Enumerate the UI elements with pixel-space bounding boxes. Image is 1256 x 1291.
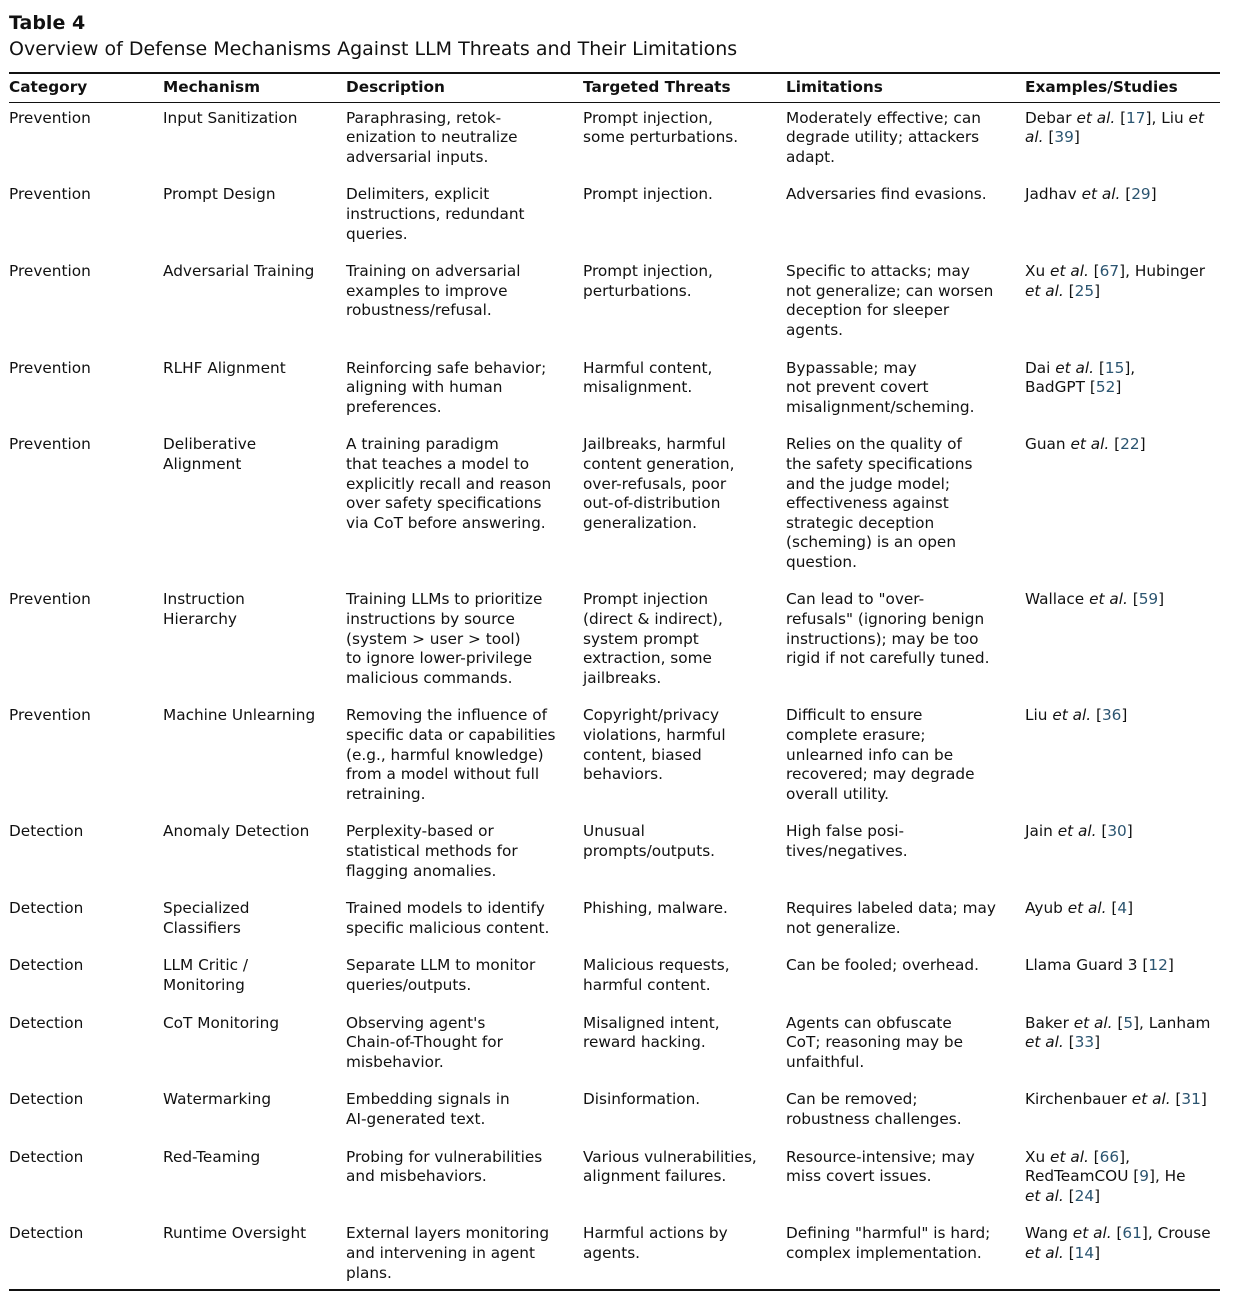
cell-targeted-threats: Malicious requests, harmful content.: [583, 956, 730, 994]
citation-link[interactable]: 4: [1117, 899, 1128, 918]
table-header-row: [9, 73, 1220, 102]
cell-examples-studies: [1025, 700, 1220, 816]
citation-link[interactable]: 25: [1074, 281, 1095, 300]
reference-text: [: [1170, 1090, 1182, 1109]
cell-examples-studies: [1025, 179, 1220, 256]
table-body: [9, 102, 1220, 1290]
reference-text: ], Liu: [1145, 108, 1189, 127]
citation-link[interactable]: 22: [1120, 435, 1140, 454]
cell-limitations: Defining "harmful" is hard; complex implementation.: [786, 1218, 1025, 1290]
cell-targeted-threats: Prompt injection, perturbations.: [583, 262, 713, 300]
reference-text: [: [1063, 281, 1075, 300]
citation-link[interactable]: 15: [1104, 358, 1125, 377]
cell-limitations: Resource-intensive; may miss covert issues.: [786, 1147, 975, 1186]
et-al-text: et al.: [1073, 1013, 1113, 1032]
table-row: [9, 816, 1220, 893]
et-al-text: et al.: [1025, 281, 1064, 300]
reference-text: Dai: [1025, 358, 1056, 377]
cell-targeted-threats: Prompt injection, some perturbations.: [583, 108, 739, 147]
cell-targeted-threats: Unusual prompts/outputs.: [583, 822, 716, 860]
reference-text: [: [1111, 1224, 1123, 1243]
cell-description: External layers monitoring and intervening in agent plans.: [346, 1218, 583, 1290]
cell-limitations: Adversaries find evasions.: [786, 185, 987, 204]
cell-limitations: Moderately effective; can degrade utility; attackers adapt.: [786, 108, 981, 166]
reference-text: Ayub: [1025, 899, 1068, 918]
cell-examples-studies: [1025, 893, 1220, 950]
reference-text: [: [1120, 185, 1132, 204]
cell-examples-studies: [1025, 353, 1220, 430]
cell-limitations: Bypassable; may not prevent covert misalignment/scheming.: [786, 358, 975, 416]
cell-limitations: Requires labeled data; may not generalize.: [786, 899, 996, 937]
reference-text: [: [1115, 108, 1127, 127]
cell-description: Paraphrasing, retok- enization to neutralize adversarial inputs.: [346, 108, 518, 166]
cell-mechanism: Adversarial Training: [163, 262, 315, 281]
table-row: [9, 429, 1220, 584]
reference-text: Llama Guard 3 [: [1025, 956, 1149, 975]
reference-text: ]: [1094, 281, 1101, 300]
cell-category: Prevention: [9, 185, 91, 204]
header-examples-studies: Examples/Studies: [1025, 73, 1220, 102]
reference-text: Xu: [1025, 262, 1051, 281]
citation-link[interactable]: 66: [1099, 1147, 1120, 1166]
cell-examples-studies: [1025, 429, 1220, 584]
cell-mechanism: Red-Teaming: [163, 1147, 261, 1166]
table-row: [9, 1008, 1220, 1085]
cell-category: Detection: [9, 1013, 84, 1032]
cell-category: Detection: [9, 1090, 84, 1109]
table-label: Table 4: [9, 12, 86, 34]
cell-category: Detection: [9, 822, 84, 841]
table-row: [9, 950, 1220, 1007]
reference-text: ]: [1094, 1186, 1101, 1205]
cell-mechanism: LLM Critic / Monitoring: [163, 956, 248, 994]
reference-text: [: [1088, 1147, 1100, 1166]
reference-text: Guan: [1025, 435, 1071, 454]
reference-text: ], Crouse: [1141, 1224, 1211, 1243]
cell-targeted-threats: Jailbreaks, harmful content generation, over-refusals, poor out-of-distribution generalization.: [583, 435, 735, 532]
cell-limitations: Can lead to "over- refusals" (ignoring benign instructions); may be too rigid if not carefully tuned.: [786, 590, 990, 668]
reference-text: ], He: [1148, 1167, 1186, 1186]
cell-category: Prevention: [9, 358, 91, 377]
reference-text: ]: [1167, 956, 1174, 975]
cell-description: Perplexity-based or statistical methods for flagging anomalies.: [346, 822, 518, 880]
cell-category: Prevention: [9, 435, 91, 454]
cell-description: Reinforcing safe behavior; aligning with human preferences.: [346, 358, 547, 416]
cell-category: Detection: [9, 1147, 84, 1166]
reference-text: [: [1063, 1243, 1075, 1262]
et-al-text: et al.: [1057, 822, 1097, 841]
et-al-text: et al.: [1055, 358, 1095, 377]
et-al-text: et al.: [1067, 899, 1107, 918]
reference-text: [: [1109, 435, 1121, 454]
cell-mechanism: CoT Monitoring: [163, 1013, 280, 1032]
cell-targeted-threats: Copyright/privacy violations, harmful content, biased behaviors.: [583, 706, 726, 784]
cell-limitations: Relies on the quality of the safety specifications and the judge model; effectiveness against strategic deception (scheming) is an open question.: [786, 435, 973, 571]
cell-targeted-threats: Prompt injection (direct & indirect), system prompt extraction, some jailbreaks.: [583, 590, 723, 687]
et-al-text: et al.: [1089, 590, 1128, 609]
cell-examples-studies: [1025, 816, 1220, 893]
citation-link[interactable]: 9: [1139, 1167, 1149, 1186]
table-row: [9, 584, 1220, 700]
cell-targeted-threats: Disinformation.: [583, 1090, 701, 1109]
cell-targeted-threats: Misaligned intent, reward hacking.: [583, 1013, 720, 1052]
reference-text: ]: [1150, 185, 1157, 204]
reference-text: [: [1112, 1013, 1124, 1032]
reference-text: [: [1063, 1033, 1075, 1052]
reference-text: ], BadGPT [: [1025, 358, 1136, 397]
citation-link[interactable]: 5: [1123, 1013, 1134, 1032]
reference-text: Debar: [1025, 108, 1077, 127]
cell-description: Training LLMs to prioritize instructions by source (system > user > tool) to ignore lower-privilege malicious commands.: [346, 590, 543, 687]
cell-description: Separate LLM to monitor queries/outputs.: [346, 956, 536, 994]
reference-text: Baker: [1025, 1013, 1074, 1032]
reference-text: [: [1043, 128, 1055, 147]
citation-link[interactable]: 17: [1126, 108, 1146, 127]
reference-text: [: [1096, 822, 1108, 841]
reference-text: Wallace: [1025, 590, 1090, 609]
reference-text: ], Hubinger: [1119, 262, 1206, 281]
cell-category: Detection: [9, 956, 84, 975]
reference-text: ]: [1121, 706, 1128, 725]
cell-description: Removing the influence of specific data or capabilities (e.g., harmful knowledge) from a model without full retraining.: [346, 706, 556, 803]
table-row: [9, 256, 1220, 352]
cell-description: Observing agent's Chain-of-Thought for misbehavior.: [346, 1013, 503, 1071]
cell-targeted-threats: Harmful actions by agents.: [583, 1218, 786, 1290]
cell-mechanism: Watermarking: [163, 1090, 272, 1109]
citation-link[interactable]: 36: [1101, 706, 1122, 725]
cell-category: Prevention: [9, 262, 91, 281]
cell-description: Probing for vulnerabilities and misbehaviors.: [346, 1147, 543, 1186]
table-row: [9, 700, 1220, 816]
cell-mechanism: Deliberative Alignment: [163, 435, 257, 473]
citation-link[interactable]: 12: [1148, 956, 1168, 975]
citation-link[interactable]: 61: [1122, 1224, 1142, 1243]
header-description: Description: [346, 73, 583, 102]
et-al-text: et al.: [1081, 185, 1121, 204]
table-row: [9, 102, 1220, 179]
cell-category: Detection: [9, 1218, 163, 1290]
reference-text: Liu: [1025, 706, 1053, 725]
cell-targeted-threats: Various vulnerabilities, alignment failures.: [583, 1147, 757, 1186]
et-al-text: et al.: [1076, 108, 1116, 127]
reference-text: Jain: [1025, 822, 1058, 841]
cell-category: Prevention: [9, 108, 91, 127]
cell-description: A training paradigm that teaches a model to explicitly recall and reason over safety specifications via CoT before answering.: [346, 435, 552, 532]
reference-text: ], RedTeamCOU [: [1025, 1147, 1140, 1186]
cell-description: Training on adversarial examples to improve robustness/refusal.: [346, 262, 521, 320]
cell-limitations: High false posi- tives/negatives.: [786, 822, 908, 860]
reference-text: ]: [1139, 435, 1146, 454]
reference-text: Wang: [1025, 1224, 1073, 1243]
cell-description: Trained models to identify specific malicious content.: [346, 899, 550, 937]
et-al-text: et al.: [1052, 706, 1092, 725]
reference-text: [: [1127, 590, 1139, 609]
table-caption: Overview of Defense Mechanisms Against LLM Threats and Their Limitations: [9, 38, 738, 60]
cell-examples-studies: [1025, 950, 1220, 1007]
header-category: Category: [9, 73, 163, 102]
table-row: [9, 893, 1220, 950]
cell-limitations: Difficult to ensure complete erasure; unlearned info can be recovered; may degrade overall utility.: [786, 706, 975, 803]
citation-link[interactable]: 24: [1074, 1186, 1095, 1205]
reference-text: [: [1088, 262, 1100, 281]
reference-text: [: [1091, 706, 1102, 725]
cell-description: Delimiters, explicit instructions, redundant queries.: [346, 185, 525, 243]
cell-examples-studies: [1025, 1008, 1220, 1085]
citation-link[interactable]: 30: [1107, 822, 1127, 841]
cell-limitations: Can be fooled; overhead.: [786, 956, 979, 975]
citation-link[interactable]: 29: [1131, 185, 1151, 204]
cell-limitations: Specific to attacks; may not generalize; can worsen deception for sleeper agents.: [786, 262, 994, 339]
header-targeted-threats: Targeted Threats: [583, 73, 786, 102]
et-al-text: et al.: [1025, 108, 1204, 147]
cell-examples-studies: [1025, 1218, 1220, 1290]
cell-mechanism: RLHF Alignment: [163, 358, 286, 377]
citation-link[interactable]: 33: [1074, 1033, 1095, 1052]
cell-mechanism: Anomaly Detection: [163, 822, 310, 841]
et-al-text: et al.: [1072, 1224, 1112, 1243]
table-row: [9, 179, 1220, 256]
cell-examples-studies: [1025, 584, 1220, 700]
header-mechanism: Mechanism: [163, 73, 346, 102]
cell-examples-studies: [1025, 102, 1220, 179]
cell-examples-studies: [1025, 256, 1220, 352]
et-al-text: et al.: [1025, 1033, 1064, 1052]
cell-category: Prevention: [9, 706, 91, 725]
et-al-text: et al.: [1025, 1186, 1064, 1205]
table-row: [9, 1142, 1220, 1219]
cell-description: Embedding signals in AI-generated text.: [346, 1090, 510, 1128]
table-row: [9, 1084, 1220, 1141]
cell-limitations: Can be removed; robustness challenges.: [786, 1090, 962, 1128]
reference-text: ]: [1094, 1243, 1101, 1262]
citation-link[interactable]: 59: [1138, 590, 1159, 609]
reference-text: [: [1094, 358, 1105, 377]
cell-targeted-threats: Harmful content, misalignment.: [583, 358, 713, 397]
cell-mechanism: Input Sanitization: [163, 108, 298, 127]
table-row: [9, 353, 1220, 430]
table-row: [9, 1218, 1220, 1290]
citation-link[interactable]: 39: [1054, 128, 1074, 147]
reference-text: ]: [1200, 1090, 1207, 1109]
et-al-text: et al.: [1050, 1147, 1089, 1166]
et-al-text: et al.: [1025, 1243, 1064, 1262]
reference-text: ]: [1094, 1033, 1101, 1052]
cell-mechanism: Runtime Oversight: [163, 1218, 346, 1290]
cell-mechanism: Machine Unlearning: [163, 706, 316, 725]
cell-mechanism: Specialized Classifiers: [163, 899, 250, 937]
et-al-text: et al.: [1070, 435, 1110, 454]
et-al-text: et al.: [1050, 262, 1089, 281]
citation-link[interactable]: 67: [1099, 262, 1120, 281]
reference-text: Kirchenbauer: [1025, 1090, 1132, 1109]
reference-text: [: [1063, 1186, 1075, 1205]
reference-text: [: [1106, 899, 1118, 918]
cell-mechanism: Prompt Design: [163, 185, 276, 204]
reference-text: ]: [1127, 899, 1134, 918]
reference-text: ]: [1158, 590, 1165, 609]
cell-limitations: Agents can obfuscate CoT; reasoning may be unfaithful.: [786, 1013, 963, 1071]
et-al-text: et al.: [1131, 1090, 1171, 1109]
reference-text: ]: [1115, 378, 1122, 397]
cell-category: Detection: [9, 899, 84, 918]
cell-targeted-threats: Prompt injection.: [583, 185, 713, 204]
defense-mechanisms-table: [9, 72, 1220, 1291]
citation-link[interactable]: 52: [1095, 378, 1116, 397]
cell-targeted-threats: Phishing, malware.: [583, 899, 728, 918]
reference-text: Jadhav: [1025, 185, 1082, 204]
cell-mechanism: Instruction Hierarchy: [163, 590, 245, 629]
header-limitations: Limitations: [786, 73, 1025, 102]
reference-text: ]: [1126, 822, 1133, 841]
reference-text: ]: [1073, 128, 1080, 147]
citation-link[interactable]: 14: [1074, 1243, 1095, 1262]
reference-text: Xu: [1025, 1147, 1051, 1166]
citation-link[interactable]: 31: [1181, 1090, 1201, 1109]
reference-text: ], Lanham: [1133, 1013, 1211, 1032]
cell-category: Prevention: [9, 590, 91, 609]
cell-examples-studies: [1025, 1084, 1220, 1141]
cell-examples-studies: [1025, 1142, 1220, 1219]
